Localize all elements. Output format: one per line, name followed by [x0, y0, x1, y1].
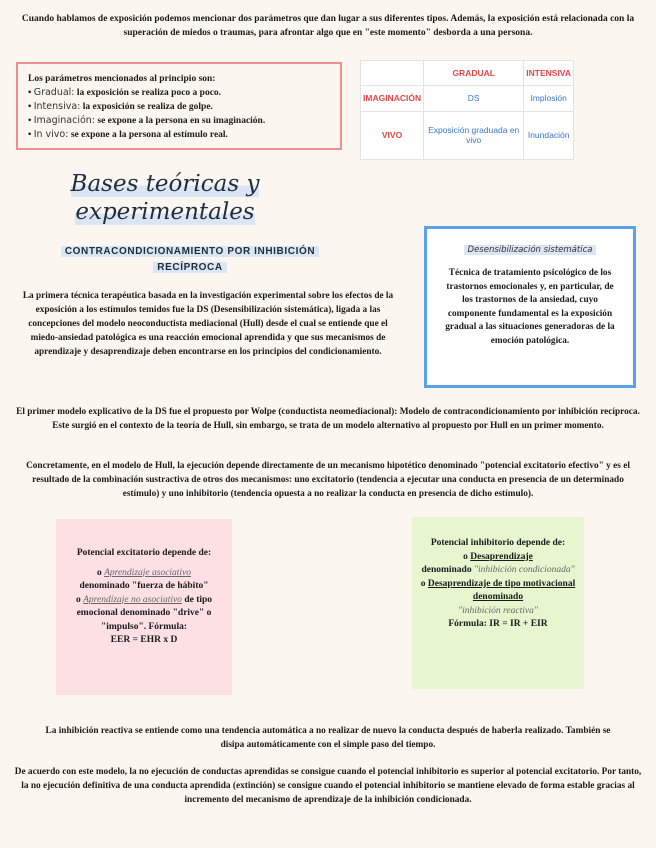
parameter-desc: se expone a la persona al estímulo real.: [68, 130, 228, 140]
paragraph-wolpe: El primer modelo explicativo de la DS fue el propuesto por Wolpe (conductista neomediacional): Modelo de contracondicionamiento por inhibición recíproca. Este surgió en el contexto de la teoría de Hull, sin embargo, se trata de un modelo alternativo al propuesto por Hull en un primer momento.: [16, 407, 640, 431]
parameter-term: Gradual:: [33, 87, 75, 98]
callout-body: Técnica de tratamiento psicológico de los trastornos emocionales y, en particular, de los trastornos de la ansiedad, cuyo componente fundamental es la exposición gradual a las situaciones generadoras de la emoción patológica.: [445, 268, 615, 346]
card-item: o Desaprendizaje denominado "inhibición condicionada": [421, 551, 575, 575]
parameter-item: • Intensiva: la exposición se realiza de golpe.: [28, 101, 213, 112]
parameter-item: • In vivo: se expone a la persona al estímulo real.: [28, 129, 228, 140]
paragraph-conclusion: De acuerdo con este modelo, la no ejecución de conductas aprendidas se consigue cuando el potencial inhibitorio es superior al potencial excitatorio. Por tanto, la no ejecución definitiva de una conducta aprendida (extinción) se consigue cuando el potencial inhibitorio se mantiene elevado de forma estable gracias al incremento del mecanismo de aprendizaje de la inhibición condicionada.: [14, 767, 642, 805]
exposure-types-table: [360, 60, 574, 160]
parameters-box: [16, 62, 342, 150]
table-row: [361, 111, 574, 159]
desensitization-callout: [424, 226, 636, 388]
parameter-desc: la exposición se realiza de golpe.: [80, 102, 213, 112]
card-item-term: Desaprendizaje: [470, 551, 533, 562]
card-item: o Aprendizaje no asociativo de tipo emocional denominado "drive" o "impulso". Fórmula:: [75, 594, 213, 632]
card-item-term: Aprendizaje no asociativo: [83, 594, 182, 605]
parameter-item: • Imaginación: se expone a la persona en su imaginación.: [28, 115, 266, 126]
parameter-desc: la exposición se realiza poco a poco.: [74, 88, 222, 98]
table-cell: Inundación: [524, 111, 574, 159]
inhibitory-potential-card: [412, 517, 584, 689]
card-title: Potencial inhibitorio depende de:: [430, 538, 566, 548]
card-item-desc: denominado "fuerza de hábito": [79, 581, 209, 591]
card-item-term: Aprendizaje asociativo: [104, 567, 192, 578]
subtitle-line1: CONTRACONDICIONAMIENTO POR INHIBICIÓN: [61, 246, 319, 257]
parameter-term: Intensiva:: [33, 101, 81, 112]
card-formula: Fórmula: IR = IR + EIR: [448, 619, 548, 629]
parameter-term: In vivo:: [33, 129, 69, 140]
card-item-desc: denominado: [421, 565, 472, 575]
table-header-intensiva: INTENSIVA: [524, 61, 574, 86]
card-item-term: Desaprendizaje de tipo motivacional denominado: [427, 578, 576, 602]
table-row-label: IMAGINACIÓN: [361, 86, 424, 111]
card-formula: EER = EHR x D: [110, 635, 178, 645]
card-item: o Aprendizaje asociativo denominado "fuerza de hábito": [79, 567, 209, 591]
parameter-desc: se expone a la persona en su imaginación.: [95, 116, 266, 126]
card-title: Potencial excitatorio depende de:: [76, 548, 212, 558]
card-item-quote: "inhibición reactiva": [458, 605, 538, 616]
table-row-label: VIVO: [361, 111, 424, 159]
parameter-item: • Gradual: la exposición se realiza poco a poco.: [28, 87, 222, 98]
section-subtitle: [30, 244, 350, 276]
section-title-line2: experimentales: [75, 199, 255, 225]
parameter-term: Imaginación:: [33, 115, 95, 126]
table-row: [361, 86, 574, 111]
intro-paragraph: Cuando hablamos de exposición podemos mencionar dos parámetros que dan lugar a sus diferentes tipos. Además, la exposición está relacionada con la superación de miedos o traumas, para afrontar algo que en "este momento" desborda a una persona.: [21, 14, 635, 38]
paragraph-reactive-inhibition: La inhibición reactiva se entiende como una tendencia automática a no realizar de nuevo la conducta después de haberla realizado. También se disipa automáticamente con el simple paso del tiempo.: [45, 726, 611, 750]
callout-title: Desensibilización sistemática: [464, 245, 597, 255]
card-item: o Desaprendizaje de tipo motivacional denominado "inhibición reactiva": [420, 578, 576, 616]
table-cell: Exposición graduada en vivo: [424, 111, 524, 159]
card-item-quote: "inhibición condicionada": [473, 565, 575, 575]
section-title: [40, 170, 290, 226]
table-corner-cell: [361, 61, 424, 86]
table-header-row: [361, 61, 574, 86]
excitatory-potential-card: [56, 519, 232, 695]
table-header-gradual: GRADUAL: [424, 61, 524, 86]
table-cell: DS: [424, 86, 524, 111]
card-item-desc: de tipo emocional denominado "drive" o "impulso". Fórmula:: [76, 594, 213, 632]
parameters-heading: Los parámetros mencionados al principio son:: [28, 74, 216, 84]
subtitle-line2: RECÍPROCA: [153, 262, 226, 273]
paragraph-ds-origin: La primera técnica terapéutica basada en la investigación experimental sobre los efectos de la exposición a los estímulos temidos fue la DS (Desensibilización sistemática), ligada a las concepciones del modelo neoconductista mediacional (Hull) desde el cual se entiende que el miedo-ansiedad patológica es una reacción emocional aprendida y que sus mecanismos de aprendizaje y desaprendizaje deben encontrarse en los principios del condicionamiento.: [22, 291, 394, 357]
table-cell: Implosión: [524, 86, 574, 111]
paragraph-hull: Concretamente, en el modelo de Hull, la ejecución depende directamente de un mecanismo hipotético denominado "potencial excitatorio efectivo" y es el resultado de la combinación sustractiva de otros dos mecanismos: uno excitatorio (tendencia a ejecutar una conducta en presencia de un determinado estímulo) y uno inhibitorio (tendencia opuesta a no realizar la conducta en presencia de dicho estímulo).: [26, 461, 630, 499]
section-title-line1: Bases teóricas y: [70, 171, 260, 197]
